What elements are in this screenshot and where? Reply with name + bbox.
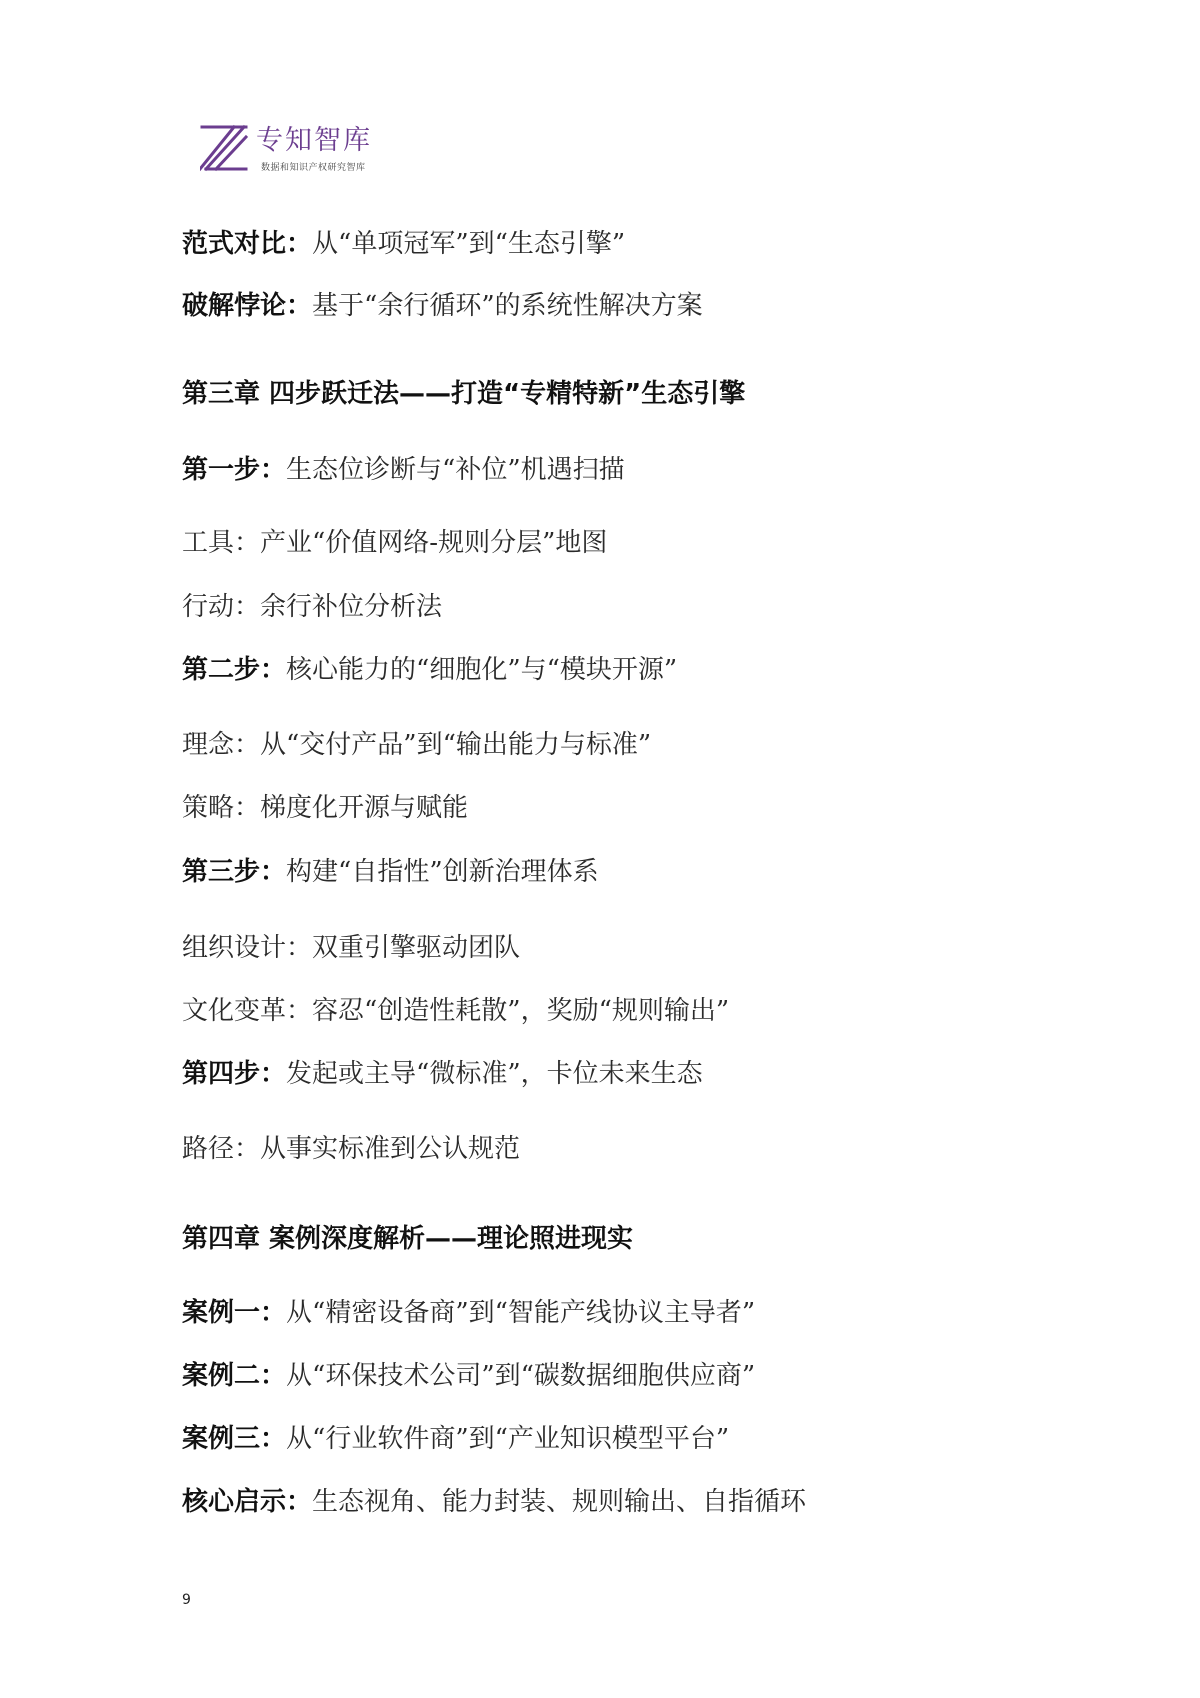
line-text: 基于“余行循环”的系统性解决方案 bbox=[312, 291, 703, 321]
line-label: 第一步 bbox=[182, 455, 261, 485]
path-line: 路径：从事实标准到公认规范 bbox=[182, 1134, 521, 1164]
line-label: 第三步 bbox=[182, 857, 261, 887]
line-label: 案例三 bbox=[182, 1424, 261, 1454]
step-2-line: 第二步：核心能力的“细胞化”与“模块开源” bbox=[182, 655, 678, 685]
case-1-line: 案例一：从“精密设备商”到“智能产线协议主导者” bbox=[182, 1298, 756, 1328]
concept-line: 理念：从“交付产品”到“输出能力与标准” bbox=[182, 730, 652, 760]
line-label: 破解悖论 bbox=[182, 291, 287, 321]
line-text: 从“单项冠军”到“生态引擎” bbox=[312, 229, 626, 259]
line-text: 核心能力的“细胞化”与“模块开源” bbox=[286, 655, 678, 685]
line-text: 从“环保技术公司”到“碳数据细胞供应商” bbox=[286, 1361, 756, 1391]
step-4-line: 第四步：发起或主导“微标准”，卡位未来生态 bbox=[182, 1059, 703, 1089]
paradox-resolution-line: 破解悖论：基于“余行循环”的系统性解决方案 bbox=[182, 291, 703, 321]
paradigm-comparison-line: 范式对比：从“单项冠军”到“生态引擎” bbox=[182, 229, 626, 259]
strategy-line: 策略：梯度化开源与赋能 bbox=[182, 793, 469, 823]
line-text: 从“精密设备商”到“智能产线协议主导者” bbox=[286, 1298, 756, 1328]
line-text: 从“行业软件商”到“产业知识模型平台” bbox=[286, 1424, 730, 1454]
org-design-line: 组织设计：双重引擎驱动团队 bbox=[182, 933, 521, 963]
culture-change-line: 文化变革：容忍“创造性耗散”，奖励“规则输出” bbox=[182, 996, 730, 1026]
chapter-4-heading: 第四章 案例深度解析——理论照进现实 bbox=[182, 1224, 634, 1254]
line-label: 案例一 bbox=[182, 1298, 261, 1328]
line-label: 范式对比 bbox=[182, 229, 287, 259]
case-3-line: 案例三：从“行业软件商”到“产业知识模型平台” bbox=[182, 1424, 730, 1454]
key-insight-line: 核心启示：生态视角、能力封装、规则输出、自指循环 bbox=[182, 1487, 807, 1517]
zl-monogram-icon bbox=[200, 124, 248, 172]
logo-title: 专知智库 bbox=[256, 125, 372, 156]
tool-line: 工具：产业“价值网络-规则分层”地图 bbox=[182, 528, 608, 558]
line-label: 第四步 bbox=[182, 1059, 261, 1089]
action-line: 行动：余行补位分析法 bbox=[182, 592, 443, 622]
line-text: 生态视角、能力封装、规则输出、自指循环 bbox=[312, 1487, 807, 1517]
step-1-line: 第一步：生态位诊断与“补位”机遇扫描 bbox=[182, 455, 625, 485]
line-label: 案例二 bbox=[182, 1361, 261, 1391]
case-2-line: 案例二：从“环保技术公司”到“碳数据细胞供应商” bbox=[182, 1361, 756, 1391]
step-3-line: 第三步：构建“自指性”创新治理体系 bbox=[182, 857, 599, 887]
line-label: 第二步 bbox=[182, 655, 261, 685]
chapter-3-heading: 第三章 四步跃迁法——打造“专精特新”生态引擎 bbox=[182, 379, 746, 409]
line-text: 构建“自指性”创新治理体系 bbox=[286, 857, 599, 887]
logo-subtitle: 数据和知识产权研究智库 bbox=[261, 163, 366, 173]
line-text: 生态位诊断与“补位”机遇扫描 bbox=[286, 455, 625, 485]
line-text: 发起或主导“微标准”，卡位未来生态 bbox=[286, 1059, 703, 1089]
page-number: 9 bbox=[182, 1592, 191, 1608]
line-label: 核心启示 bbox=[182, 1487, 287, 1517]
